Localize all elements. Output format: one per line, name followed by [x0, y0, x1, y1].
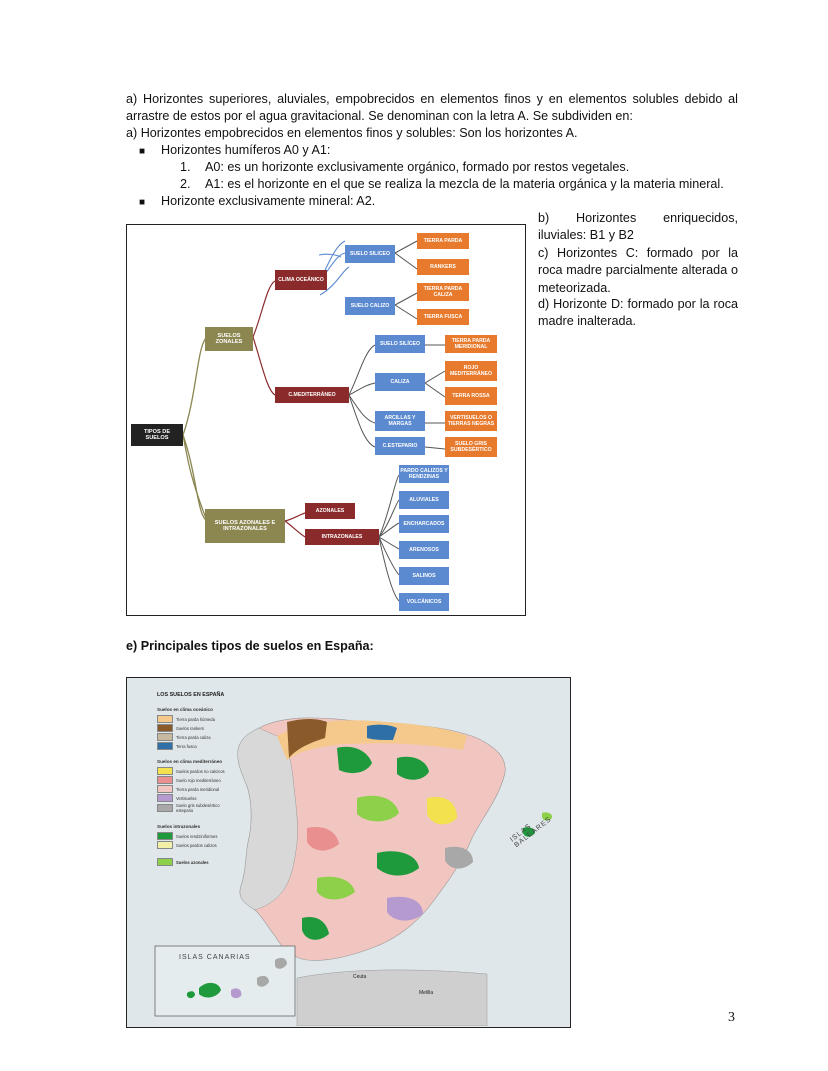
- legend-swatch: [157, 733, 173, 741]
- side-text-c: c) Horizontes C: formado por la roca madre parcialmente alterada o meteorizada.: [538, 246, 738, 295]
- legend-item: [157, 785, 219, 793]
- list-number: 1.: [180, 160, 191, 174]
- node-c-mediterraneo: C.MEDITERRÁNEO: [275, 387, 349, 403]
- legend-swatch: [157, 858, 173, 866]
- node-arcillas-margas: ARCILLAS Y MARGAS: [375, 411, 425, 431]
- legend-label: Suelos pardos calizos: [176, 842, 217, 848]
- label-islas-baleares: ISLAS BALEARES: [509, 815, 554, 850]
- node-salinos: SALINOS: [399, 567, 449, 585]
- legend-swatch: [157, 715, 173, 723]
- legend-section-intrazonales: Suelos intrazonales: [157, 824, 201, 829]
- legend-label: Vertisuelos: [176, 795, 197, 801]
- node-pardo-calizos: PARDO CALIZOS Y RENDZINAS: [399, 465, 449, 483]
- section-e-heading: e) Principales tipos de suelos en España:: [126, 639, 374, 653]
- soil-types-diagram: [126, 224, 526, 616]
- legend-swatch: [157, 785, 173, 793]
- node-tierra-parda: TIERRA PARDA: [417, 233, 469, 249]
- legend-section-oceanico: Suelos en clima oceánico: [157, 707, 213, 712]
- node-rankers: RANKERS: [417, 259, 469, 275]
- side-text-d: d) Horizonte D: formado por la roca madre inalterada.: [538, 297, 738, 329]
- legend-swatch: [157, 724, 173, 732]
- legend-item: [157, 724, 204, 732]
- node-encharcados: ENCHARCADOS: [399, 515, 449, 533]
- legend-swatch: [157, 804, 173, 812]
- label-islas-canarias: ISLAS CANARIAS: [179, 954, 251, 961]
- legend-label: Tierra parda húmeda: [176, 716, 215, 722]
- node-aluviales: ALUVIALES: [399, 491, 449, 509]
- legend-swatch: [157, 776, 173, 784]
- bullet-humiferos: Horizontes humíferos A0 y A1:: [161, 143, 331, 157]
- legend-label: Suelos rendziniformes: [176, 833, 218, 839]
- spain-soils-map: [126, 677, 571, 1028]
- legend-label: Suelo gris subdesértico estepario: [176, 803, 220, 813]
- node-intrazonales: INTRAZONALES: [305, 529, 379, 545]
- legend-item: [157, 733, 211, 741]
- node-tierra-parda-meridional: TIERRA PARDA MERIDIONAL: [445, 335, 497, 353]
- node-suelos-zonales: SUELOS ZONALES: [205, 327, 253, 351]
- legend-item: [157, 776, 221, 784]
- map-title: LOS SUELOS EN ESPAÑA: [157, 692, 225, 698]
- legend-item: [157, 767, 225, 775]
- node-med-siliceo: SUELO SILÍCEO: [375, 335, 425, 353]
- bullet-marker: ■: [139, 197, 146, 208]
- list-item-a0: A0: es un horizonte exclusivamente orgánico, formado por restos vegetales.: [205, 160, 630, 174]
- node-rojo-mediterraneo: ROJO MEDITERRÁNEO: [445, 361, 497, 381]
- node-root: TIPOS DE SUELOS: [131, 424, 183, 446]
- legend-swatch: [157, 767, 173, 775]
- label-melilla: Melilla: [419, 990, 434, 996]
- legend-label: Suelos azonales: [176, 859, 209, 865]
- node-clima-oceanico: CLIMA OCEÁNICO: [275, 270, 327, 290]
- node-esteparico: C.ESTEPARIO: [375, 437, 425, 455]
- label-ceuta: Ceuta: [353, 974, 367, 980]
- node-vertisuelos: VERTISUELOS O TIERRAS NEGRAS: [445, 411, 497, 431]
- legend-label: Suelos pardos no calcicos: [176, 768, 225, 774]
- node-suelos-azonales: SUELOS AZONALES E INTRAZONALES: [205, 509, 285, 543]
- legend-swatch: [157, 841, 173, 849]
- legend-swatch: [157, 794, 173, 802]
- node-suelo-gris: SUELO GRIS SUBDESÉRTICO: [445, 437, 497, 457]
- bullet-mineral: Horizonte exclusivamente mineral: A2.: [161, 194, 376, 208]
- page-number: 3: [728, 1010, 735, 1025]
- legend-item: [157, 794, 196, 802]
- legend-item: [157, 742, 197, 750]
- legend-label: Suelo rojo mediterráneo: [176, 777, 221, 783]
- legend-label: Suelos rankers: [176, 725, 204, 731]
- legend-label: Tierra parda caliza: [176, 734, 211, 740]
- node-caliza: CALIZA: [375, 373, 425, 391]
- bullet-marker: ■: [139, 146, 146, 157]
- node-terra-rossa: TERRA ROSSA: [445, 387, 497, 405]
- side-text-b: b) Horizontes enriquecidos, iluviales: B1 y B2: [538, 211, 738, 243]
- node-azonales: AZONALES: [305, 503, 355, 519]
- legend-label: Tierra parda meridional: [176, 786, 220, 792]
- legend-item: [157, 832, 217, 840]
- node-tierra-parda-caliza: TIERRA PARDA CALIZA: [417, 283, 469, 301]
- list-number: 2.: [180, 177, 191, 191]
- paragraph-a-intro: a) Horizontes superiores, aluviales, empobrecidos en elementos finos y en elementos solubles debido al arrastre de estos por el agua gravitacional. Se denominan con la letra A. Se subdividen en:: [126, 92, 738, 123]
- legend-item: [157, 858, 209, 866]
- legend-swatch: [157, 742, 173, 750]
- legend-label: Terra fusca: [176, 743, 197, 749]
- legend-swatch: [157, 832, 173, 840]
- legend-item: [157, 841, 217, 849]
- node-tierra-fusca: TIERRA FUSCA: [417, 309, 469, 325]
- node-oc-siliceo: SUELO SILICEO: [345, 245, 395, 263]
- list-item-a1: A1: es el horizonte en el que se realiza la mezcla de la materia orgánica y la materia mineral.: [205, 177, 724, 191]
- node-volcanicos: VOLCÁNICOS: [399, 593, 449, 611]
- legend-item: [157, 803, 247, 813]
- legend-section-mediterraneo: Suelos en clima mediterráneo: [157, 759, 223, 764]
- node-arenosos: ARENOSOS: [399, 541, 449, 559]
- node-oc-calizo: SUELO CALIZO: [345, 297, 395, 315]
- legend-item: [157, 715, 215, 723]
- paragraph-a-horizons: a) Horizontes empobrecidos en elementos finos y solubles: Son los horizontes A.: [126, 126, 578, 140]
